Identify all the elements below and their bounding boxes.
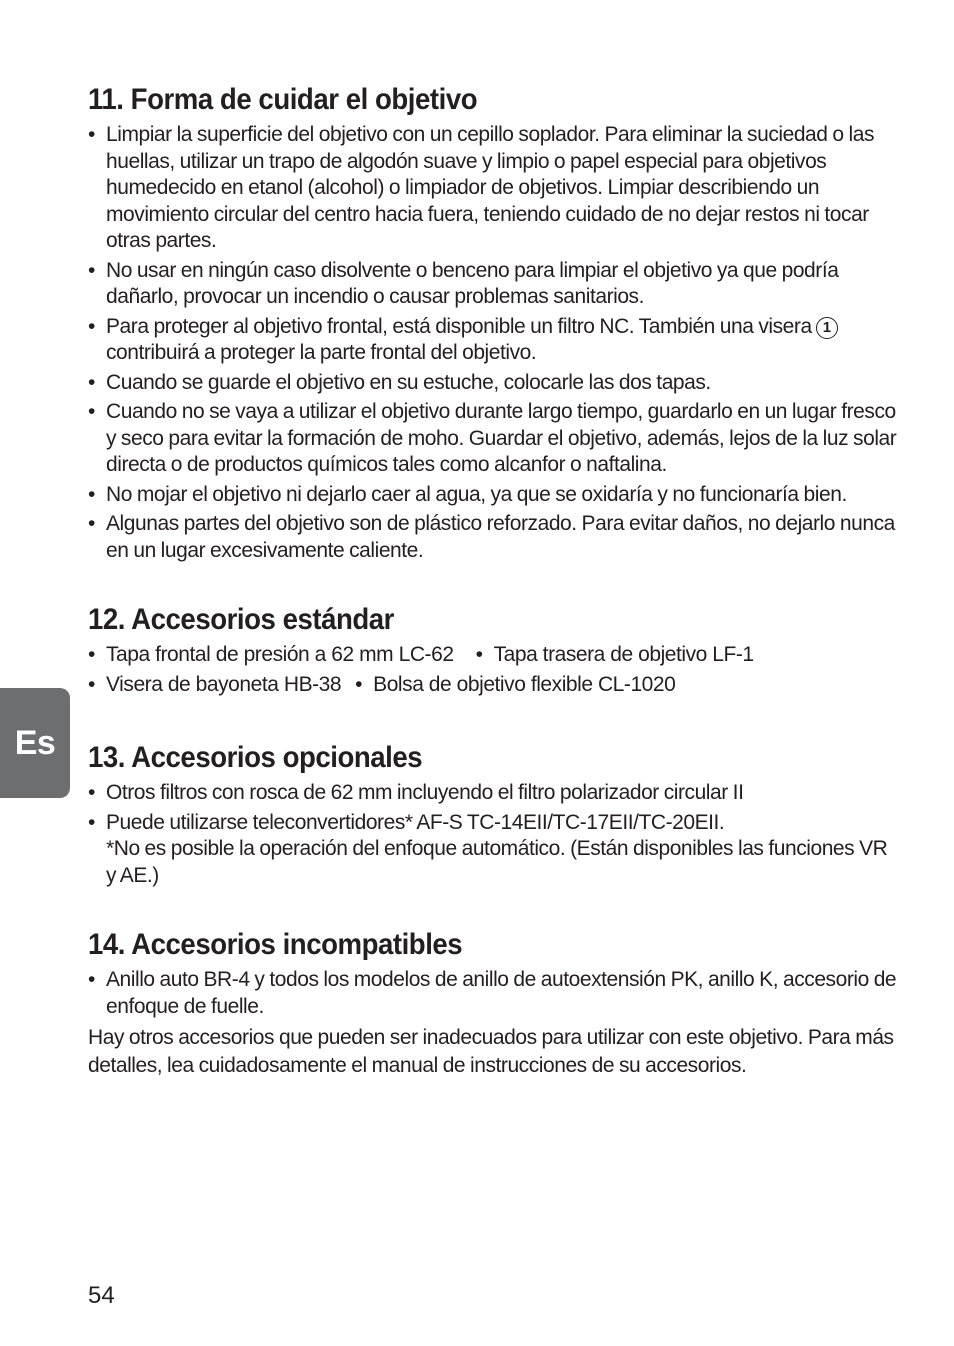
list-item: • Limpiar la superficie del objetivo con un cepillo soplador. Para eliminar la suciedad o las huellas, utilizar un trapo de algodón suave y limpio o papel especial para objetivos humedecido en etanol (alcohol) o limpiador de objetivos. Limpiar describiendo un movimiento circular del centro hacia fuera, teniendo cuidado de no dejar restos ni tocar otras partes. bbox=[88, 123, 875, 252]
bullet-icon: • bbox=[475, 643, 483, 666]
list-item: • No usar en ningún caso disolvente o benceno para limpiar el objetivo ya que podría dañarlo, provocar un incendio o causar problemas sanitarios. bbox=[88, 258, 839, 308]
page-number: 54 bbox=[88, 1282, 115, 1309]
bullet-icon: • bbox=[88, 968, 95, 991]
list-item: • Para proteger al objetivo frontal, está disponible un filtro NC. También una visera 1 contribuirá a proteger la parte frontal del objetivo. bbox=[88, 314, 898, 367]
incompatible-accessories-list bbox=[88, 967, 898, 1020]
bullet-icon: • bbox=[88, 370, 95, 394]
bullet-icon: • bbox=[88, 258, 95, 282]
list-item: • Cuando no se vaya a utilizar el objetivo durante largo tiempo, guardarlo en un lugar fresco y seco para evitar la formación de moho. Guardar el objetivo, además, lejos de la luz solar directa o de productos químicos tales como alcanfor o naftalina. bbox=[88, 400, 897, 476]
bullet-icon: • bbox=[88, 810, 95, 834]
bullet-icon: • bbox=[355, 672, 363, 696]
bullet-icon: • bbox=[88, 123, 95, 146]
circled-number-icon: 1 bbox=[816, 317, 838, 339]
closing-paragraph: Hay otros accesorios que pueden ser inadecuados para utilizar con este objetivo. Para más detalles, lea cuidadosamente el manual de instrucciones de su accesorios. bbox=[88, 1026, 894, 1077]
accessory-row bbox=[88, 672, 898, 699]
list-item: • Puede utilizarse teleconvertidores* AF-S TC-14EII/TC-17EII/TC-20EII. *No es posible la operación del enfoque automático. (Están disponibles las funciones VR y AE.) bbox=[88, 810, 898, 890]
section-standard-accessories bbox=[88, 600, 898, 698]
bullet-icon: • bbox=[88, 512, 95, 535]
section-optional-accessories bbox=[88, 738, 898, 889]
list-item: • Visera de bayoneta HB-38 bbox=[88, 672, 341, 699]
list-item: • Cuando se guarde el objetivo en su estuche, colocarle las dos tapas. bbox=[88, 370, 898, 397]
accessory-row bbox=[88, 642, 898, 669]
section-title-standard-accessories: 12. Accesorios estándar bbox=[88, 603, 394, 636]
bullet-icon: • bbox=[88, 400, 95, 423]
section-incompatible-accessories bbox=[88, 925, 898, 1080]
bullet-icon: • bbox=[88, 482, 95, 506]
list-item: • Anillo auto BR-4 y todos los modelos de anillo de autoextensión PK, anillo K, accesorio de enfoque de fuelle. bbox=[88, 968, 897, 1018]
lens-care-list bbox=[88, 122, 898, 564]
list-item: • Tapa trasera de objetivo LF-1 bbox=[476, 642, 754, 669]
language-tab bbox=[0, 688, 70, 798]
language-tab-label: Es bbox=[14, 723, 56, 762]
section-title-optional-accessories: 13. Accesorios opcionales bbox=[88, 741, 423, 774]
page-content bbox=[88, 80, 898, 1080]
bullet-icon: • bbox=[88, 314, 95, 338]
bullet-icon: • bbox=[88, 781, 95, 804]
bullet-icon: • bbox=[88, 643, 95, 666]
autofocus-note: *No es posible la operación del enfoque automático. (Están disponibles las funciones VR y AE.) bbox=[106, 837, 888, 887]
bullet-icon: • bbox=[88, 672, 95, 696]
section-lens-care bbox=[88, 80, 898, 564]
optional-accessories-list bbox=[88, 780, 898, 889]
section-title-lens-care: 11. Forma de cuidar el objetivo bbox=[88, 83, 478, 116]
section-title-incompatible-accessories: 14. Accesorios incompatibles bbox=[88, 928, 463, 961]
list-item: • Tapa frontal de presión a 62 mm LC-62 bbox=[88, 642, 454, 669]
list-item: • Algunas partes del objetivo son de plástico reforzado. Para evitar daños, no dejarlo nunca en un lugar excesivamente caliente. bbox=[88, 512, 895, 562]
list-item: • Otros filtros con rosca de 62 mm incluyendo el filtro polarizador circular II bbox=[88, 780, 898, 807]
list-item: • Bolsa de objetivo flexible CL-1020 bbox=[355, 672, 675, 699]
list-item: • No mojar el objetivo ni dejarlo caer al agua, ya que se oxidaría y no funcionaría bien. bbox=[88, 482, 898, 509]
